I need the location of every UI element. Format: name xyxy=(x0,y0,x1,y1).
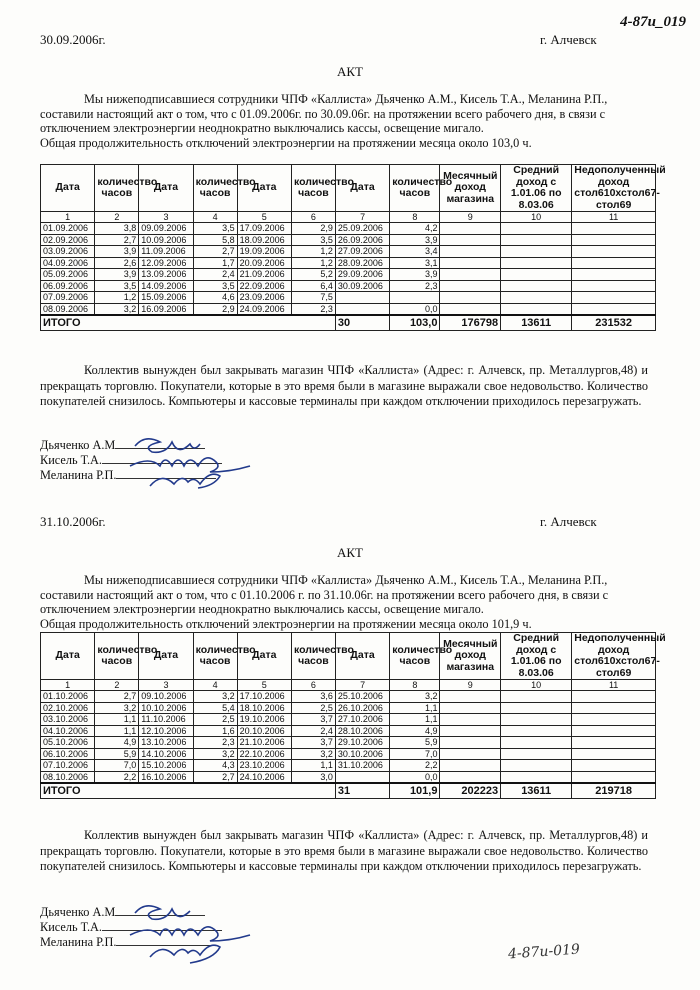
hours-cell: 2,3 xyxy=(291,303,335,315)
date-cell xyxy=(335,771,389,783)
date-cell: 19.09.2006 xyxy=(237,246,291,258)
empty-cell xyxy=(440,257,501,269)
average-income: 13611 xyxy=(501,783,572,799)
hours-cell: 7,0 xyxy=(390,748,440,760)
hours-cell: 5,2 xyxy=(291,269,335,281)
act2-closing xyxy=(40,828,648,875)
hours-cell: 3,5 xyxy=(291,234,335,246)
column-number: 9 xyxy=(440,680,501,691)
act2-date: 31.10.2006г. xyxy=(40,514,106,529)
hours-cell: 7,5 xyxy=(291,292,335,304)
empty-cell xyxy=(440,269,501,281)
hours-cell: 4,9 xyxy=(95,737,139,749)
column-header: Дата xyxy=(41,165,95,212)
empty-cell xyxy=(440,691,501,703)
table-row xyxy=(41,223,656,235)
hours-cell: 4,3 xyxy=(193,760,237,772)
column-header: Дата xyxy=(41,633,95,680)
hours-cell: 3,2 xyxy=(193,748,237,760)
hours-cell: 2,3 xyxy=(390,280,440,292)
empty-cell xyxy=(440,760,501,772)
empty-cell xyxy=(572,223,656,235)
column-header: Дата xyxy=(237,633,291,680)
date-cell: 06.09.2006 xyxy=(41,280,95,292)
hours-cell: 4,9 xyxy=(390,725,440,737)
hours-cell: 3,1 xyxy=(390,257,440,269)
date-cell: 11.09.2006 xyxy=(139,246,193,258)
hours-cell: 4,2 xyxy=(390,223,440,235)
date-cell: 17.09.2006 xyxy=(237,223,291,235)
date-cell: 10.09.2006 xyxy=(139,234,193,246)
date-cell xyxy=(335,303,389,315)
empty-cell xyxy=(501,292,572,304)
column-header: количество часов xyxy=(390,165,440,212)
table-row xyxy=(41,737,656,749)
table-row xyxy=(41,257,656,269)
date-cell: 30.10.2006 xyxy=(335,748,389,760)
date-cell: 27.09.2006 xyxy=(335,246,389,258)
hours-cell: 3,2 xyxy=(390,691,440,703)
act2-signer-1: Дьяченко А.М xyxy=(40,905,222,920)
date-cell: 21.10.2006 xyxy=(237,737,291,749)
empty-cell xyxy=(572,737,656,749)
date-cell: 14.10.2006 xyxy=(139,748,193,760)
document-id: 4-87и_019 xyxy=(620,14,686,30)
act2-city: г. Алчевск xyxy=(540,514,597,529)
empty-cell xyxy=(572,702,656,714)
lost-income: 231532 xyxy=(572,315,656,331)
date-cell: 13.09.2006 xyxy=(139,269,193,281)
date-cell: 14.09.2006 xyxy=(139,280,193,292)
act2-intro-line-1: Мы нижеподписавшиеся сотрудники ЧПФ «Каллиста» Дьяченко А.М., Кисель Т.А., Меланина Р.П., xyxy=(84,573,608,587)
average-income: 13611 xyxy=(501,315,572,331)
date-cell: 20.09.2006 xyxy=(237,257,291,269)
empty-cell xyxy=(501,748,572,760)
date-cell: 06.10.2006 xyxy=(41,748,95,760)
table-row xyxy=(41,714,656,726)
date-cell: 23.10.2006 xyxy=(237,760,291,772)
monthly-income: 202223 xyxy=(440,783,501,799)
hours-cell: 2,6 xyxy=(95,257,139,269)
column-number: 4 xyxy=(193,212,237,223)
hours-cell: 2,2 xyxy=(95,771,139,783)
date-cell: 01.10.2006 xyxy=(41,691,95,703)
empty-cell xyxy=(572,292,656,304)
column-number: 9 xyxy=(440,212,501,223)
hours-cell: 3,5 xyxy=(95,280,139,292)
total-label: ИТОГО xyxy=(41,783,336,799)
hours-cell: 4,6 xyxy=(193,292,237,304)
hours-cell: 0,0 xyxy=(390,303,440,315)
act1-intro-line-2: составили настоящий акт о том, что с 01.09.2006г. по 30.09.06г. на протяжении всего рабочего дня, в связи с отключением электроэнергии неоднократно выключались кассы, освещение мигало. xyxy=(40,106,606,135)
date-cell: 25.10.2006 xyxy=(335,691,389,703)
date-cell: 30.09.2006 xyxy=(335,280,389,292)
empty-cell xyxy=(440,748,501,760)
column-header: Дата xyxy=(335,633,389,680)
act1-intro-line-3: Общая продолжительность отключений электроэнергии на протяжении месяца около 103,0 ч. xyxy=(40,135,532,150)
date-cell: 15.09.2006 xyxy=(139,292,193,304)
date-cell: 25.09.2006 xyxy=(335,223,389,235)
date-cell: 12.10.2006 xyxy=(139,725,193,737)
column-header: количество часов xyxy=(291,633,335,680)
date-cell: 29.10.2006 xyxy=(335,737,389,749)
hours-cell: 2,7 xyxy=(193,771,237,783)
total-days: 30 xyxy=(335,315,389,331)
date-cell: 18.09.2006 xyxy=(237,234,291,246)
act1-handwritten-signature xyxy=(120,428,270,498)
table-row xyxy=(41,234,656,246)
hours-cell: 2,2 xyxy=(390,760,440,772)
hours-cell: 3,5 xyxy=(193,223,237,235)
act2-signer-2: Кисель Т.А. xyxy=(40,920,222,935)
date-cell: 22.10.2006 xyxy=(237,748,291,760)
act2-intro-line-3: Общая продолжительность отключений электроэнергии на протяжении месяца около 101,9 ч. xyxy=(40,616,532,631)
empty-cell xyxy=(440,246,501,258)
empty-cell xyxy=(501,269,572,281)
column-number: 2 xyxy=(95,680,139,691)
hours-cell: 1,2 xyxy=(291,257,335,269)
table-row xyxy=(41,303,656,315)
column-number-row xyxy=(41,680,656,691)
act2-outage-table xyxy=(40,632,666,799)
hours-cell: 5,9 xyxy=(390,737,440,749)
column-number: 10 xyxy=(501,212,572,223)
hours-cell: 3,7 xyxy=(291,714,335,726)
hours-cell: 1,1 xyxy=(291,760,335,772)
act1-signer-2: Кисель Т.А. xyxy=(40,453,222,468)
column-number: 1 xyxy=(41,212,95,223)
date-cell: 24.09.2006 xyxy=(237,303,291,315)
empty-cell xyxy=(440,303,501,315)
column-header: количество часов xyxy=(390,633,440,680)
table-row xyxy=(41,292,656,304)
hours-cell: 3,2 xyxy=(291,748,335,760)
empty-cell xyxy=(501,714,572,726)
date-cell: 13.10.2006 xyxy=(139,737,193,749)
act1-city: г. Алчевск xyxy=(540,32,597,47)
hours-cell: 0,0 xyxy=(390,771,440,783)
date-cell: 19.10.2006 xyxy=(237,714,291,726)
hours-cell: 3,2 xyxy=(95,303,139,315)
hours-cell: 1,1 xyxy=(390,714,440,726)
monthly-income: 176798 xyxy=(440,315,501,331)
empty-cell xyxy=(501,725,572,737)
date-cell: 15.10.2006 xyxy=(139,760,193,772)
hours-cell: 6,4 xyxy=(291,280,335,292)
empty-cell xyxy=(572,691,656,703)
empty-cell xyxy=(572,714,656,726)
lost-income: 219718 xyxy=(572,783,656,799)
empty-cell xyxy=(501,234,572,246)
empty-cell xyxy=(440,725,501,737)
empty-cell xyxy=(572,257,656,269)
date-cell: 11.10.2006 xyxy=(139,714,193,726)
column-number: 11 xyxy=(572,212,656,223)
total-row xyxy=(41,783,656,799)
date-cell: 26.09.2006 xyxy=(335,234,389,246)
column-header: количество часов xyxy=(291,165,335,212)
date-cell: 16.09.2006 xyxy=(139,303,193,315)
empty-cell xyxy=(572,748,656,760)
date-cell: 17.10.2006 xyxy=(237,691,291,703)
empty-cell xyxy=(572,725,656,737)
column-number-row xyxy=(41,212,656,223)
column-number: 7 xyxy=(335,212,389,223)
empty-cell xyxy=(501,760,572,772)
empty-cell xyxy=(440,714,501,726)
column-header: Недополученный доход стол610хстол67-стол69 xyxy=(572,165,656,212)
hours-cell: 1,1 xyxy=(95,714,139,726)
column-number: 3 xyxy=(139,680,193,691)
hours-cell: 1,6 xyxy=(193,725,237,737)
act2-closing-text: Коллектив вынужден был закрывать магазин ЧПФ «Каллиста» (Адрес: г. Алчевск, пр. Металлургов,48) и прекращать торговлю. Покупатели, которые в это время были в магазине выражали свое недовольство. Количество покупателей снизилось. Компьютеры и кассовые терминалы при каждом отключении приходилось перезагружать. xyxy=(40,828,648,873)
act1-signer-3: Меланина Р.П. xyxy=(40,468,222,483)
hours-cell: 3,8 xyxy=(95,223,139,235)
date-cell: 22.09.2006 xyxy=(237,280,291,292)
date-cell: 27.10.2006 xyxy=(335,714,389,726)
act1-date: 30.09.2006г. xyxy=(40,32,106,47)
empty-cell xyxy=(440,280,501,292)
hours-cell: 3,9 xyxy=(95,269,139,281)
date-cell: 16.10.2006 xyxy=(139,771,193,783)
column-number: 3 xyxy=(139,212,193,223)
hours-cell: 2,5 xyxy=(291,702,335,714)
date-cell: 24.10.2006 xyxy=(237,771,291,783)
date-cell: 07.10.2006 xyxy=(41,760,95,772)
act2-handwritten-signature xyxy=(120,895,270,975)
total-label: ИТОГО xyxy=(41,315,336,331)
table-row xyxy=(41,748,656,760)
column-header: количество часов xyxy=(95,165,139,212)
date-cell: 08.09.2006 xyxy=(41,303,95,315)
column-header: Средний доход с 1.01.06 по 8.03.06 xyxy=(501,165,572,212)
hours-cell: 3,2 xyxy=(193,691,237,703)
column-header: Недополученный доход стол610хстол67-стол69 xyxy=(572,633,656,680)
empty-cell xyxy=(501,702,572,714)
table-row xyxy=(41,691,656,703)
act2-intro xyxy=(40,573,648,631)
column-number: 6 xyxy=(291,680,335,691)
hours-cell: 2,7 xyxy=(95,234,139,246)
table-row xyxy=(41,246,656,258)
act1-closing xyxy=(40,363,648,410)
empty-cell xyxy=(572,280,656,292)
column-number: 1 xyxy=(41,680,95,691)
hours-cell: 5,8 xyxy=(193,234,237,246)
hours-cell: 2,3 xyxy=(193,737,237,749)
empty-cell xyxy=(501,257,572,269)
column-number: 10 xyxy=(501,680,572,691)
date-cell: 28.10.2006 xyxy=(335,725,389,737)
hours-cell: 3,7 xyxy=(291,737,335,749)
column-number: 5 xyxy=(237,212,291,223)
hours-cell: 3,0 xyxy=(291,771,335,783)
date-cell: 09.09.2006 xyxy=(139,223,193,235)
date-cell: 21.09.2006 xyxy=(237,269,291,281)
empty-cell xyxy=(501,280,572,292)
hours-cell: 1,7 xyxy=(193,257,237,269)
hours-cell: 2,7 xyxy=(95,691,139,703)
hours-cell: 3,4 xyxy=(390,246,440,258)
column-number: 5 xyxy=(237,680,291,691)
empty-cell xyxy=(501,223,572,235)
column-header: Дата xyxy=(139,165,193,212)
table-row xyxy=(41,702,656,714)
total-row xyxy=(41,315,656,331)
date-cell: 05.10.2006 xyxy=(41,737,95,749)
date-cell: 31.10.2006 xyxy=(335,760,389,772)
date-cell: 03.09.2006 xyxy=(41,246,95,258)
total-hours: 101,9 xyxy=(390,783,440,799)
act2-title: АКТ xyxy=(337,545,363,560)
column-header: Средний доход с 1.01.06 по 8.03.06 xyxy=(501,633,572,680)
total-days: 31 xyxy=(335,783,389,799)
empty-cell xyxy=(572,269,656,281)
act1-signer-1: Дьяченко А.М xyxy=(40,438,222,453)
date-cell: 07.09.2006 xyxy=(41,292,95,304)
empty-cell xyxy=(572,234,656,246)
hours-cell: 1,1 xyxy=(95,725,139,737)
date-cell: 08.10.2006 xyxy=(41,771,95,783)
table-row xyxy=(41,771,656,783)
date-cell: 05.09.2006 xyxy=(41,269,95,281)
hours-cell: 1,1 xyxy=(390,702,440,714)
column-header: Месячный доход магазина xyxy=(440,633,501,680)
date-cell: 28.09.2006 xyxy=(335,257,389,269)
hours-cell: 3,2 xyxy=(95,702,139,714)
hours-cell: 2,5 xyxy=(193,714,237,726)
hours-cell: 2,4 xyxy=(291,725,335,737)
hours-cell: 5,9 xyxy=(95,748,139,760)
empty-cell xyxy=(440,702,501,714)
hours-cell: 3,5 xyxy=(193,280,237,292)
act1-intro-line-1: Мы нижеподписавшиеся сотрудники ЧПФ «Каллиста» Дьяченко А.М., Кисель Т.А., Меланина Р.П., xyxy=(84,92,608,106)
column-number: 6 xyxy=(291,212,335,223)
empty-cell xyxy=(572,771,656,783)
empty-cell xyxy=(501,246,572,258)
table-row xyxy=(41,760,656,772)
date-cell: 04.09.2006 xyxy=(41,257,95,269)
column-header: Месячный доход магазина xyxy=(440,165,501,212)
empty-cell xyxy=(501,303,572,315)
empty-cell xyxy=(572,246,656,258)
date-cell: 04.10.2006 xyxy=(41,725,95,737)
act1-outage-table xyxy=(40,164,666,331)
act1-intro xyxy=(40,92,648,150)
date-cell: 02.10.2006 xyxy=(41,702,95,714)
act1-closing-text: Коллектив вынужден был закрывать магазин ЧПФ «Каллиста» (Адрес: г. Алчевск, пр. Металлургов,48) и прекращать торговлю. Покупатели, которые в это время были в магазине выражали свое недовольство. Количество покупателей снизилось. Компьютеры и кассовые терминалы при каждом отключении приходилось перезагружать. xyxy=(40,363,648,408)
date-cell: 03.10.2006 xyxy=(41,714,95,726)
empty-cell xyxy=(501,771,572,783)
date-cell: 12.09.2006 xyxy=(139,257,193,269)
column-number: 2 xyxy=(95,212,139,223)
empty-cell xyxy=(440,737,501,749)
column-header: Дата xyxy=(139,633,193,680)
column-number: 7 xyxy=(335,680,389,691)
column-header: количество часов xyxy=(95,633,139,680)
empty-cell xyxy=(440,771,501,783)
date-cell: 23.09.2006 xyxy=(237,292,291,304)
hours-cell: 3,9 xyxy=(390,234,440,246)
hours-cell: 1,2 xyxy=(291,246,335,258)
hours-cell: 3,9 xyxy=(95,246,139,258)
column-number: 8 xyxy=(390,212,440,223)
date-cell xyxy=(335,292,389,304)
hours-cell: 7,0 xyxy=(95,760,139,772)
empty-cell xyxy=(440,292,501,304)
date-cell: 01.09.2006 xyxy=(41,223,95,235)
empty-cell xyxy=(501,737,572,749)
handwritten-reference-note: 4-87и-019 xyxy=(507,941,581,963)
empty-cell xyxy=(440,223,501,235)
column-number: 8 xyxy=(390,680,440,691)
date-cell: 26.10.2006 xyxy=(335,702,389,714)
hours-cell xyxy=(390,292,440,304)
column-header: количество часов xyxy=(193,633,237,680)
column-header: количество часов xyxy=(193,165,237,212)
column-header: Дата xyxy=(237,165,291,212)
date-cell: 18.10.2006 xyxy=(237,702,291,714)
empty-cell xyxy=(501,691,572,703)
column-header: Дата xyxy=(335,165,389,212)
total-hours: 103,0 xyxy=(390,315,440,331)
date-cell: 10.10.2006 xyxy=(139,702,193,714)
hours-cell: 3,6 xyxy=(291,691,335,703)
column-number: 11 xyxy=(572,680,656,691)
empty-cell xyxy=(572,303,656,315)
hours-cell: 2,7 xyxy=(193,246,237,258)
date-cell: 02.09.2006 xyxy=(41,234,95,246)
hours-cell: 2,9 xyxy=(193,303,237,315)
hours-cell: 1,2 xyxy=(95,292,139,304)
empty-cell xyxy=(440,234,501,246)
act2-signer-3: Меланина Р.П. xyxy=(40,935,222,950)
date-cell: 29.09.2006 xyxy=(335,269,389,281)
hours-cell: 2,4 xyxy=(193,269,237,281)
column-number: 4 xyxy=(193,680,237,691)
date-cell: 20.10.2006 xyxy=(237,725,291,737)
empty-cell xyxy=(572,760,656,772)
hours-cell: 2,9 xyxy=(291,223,335,235)
act2-intro-line-2: составили настоящий акт о том, что с 01.10.2006 г. по 31.10.06г. на протяжении всего рабочего дня, в связи с отключением электроэнергии неоднократно выключались кассы, освещение мигало. xyxy=(40,587,609,616)
table-row xyxy=(41,725,656,737)
act1-title: АКТ xyxy=(337,64,363,79)
date-cell: 09.10.2006 xyxy=(139,691,193,703)
table-row xyxy=(41,280,656,292)
table-row xyxy=(41,269,656,281)
hours-cell: 5,4 xyxy=(193,702,237,714)
hours-cell: 3,9 xyxy=(390,269,440,281)
